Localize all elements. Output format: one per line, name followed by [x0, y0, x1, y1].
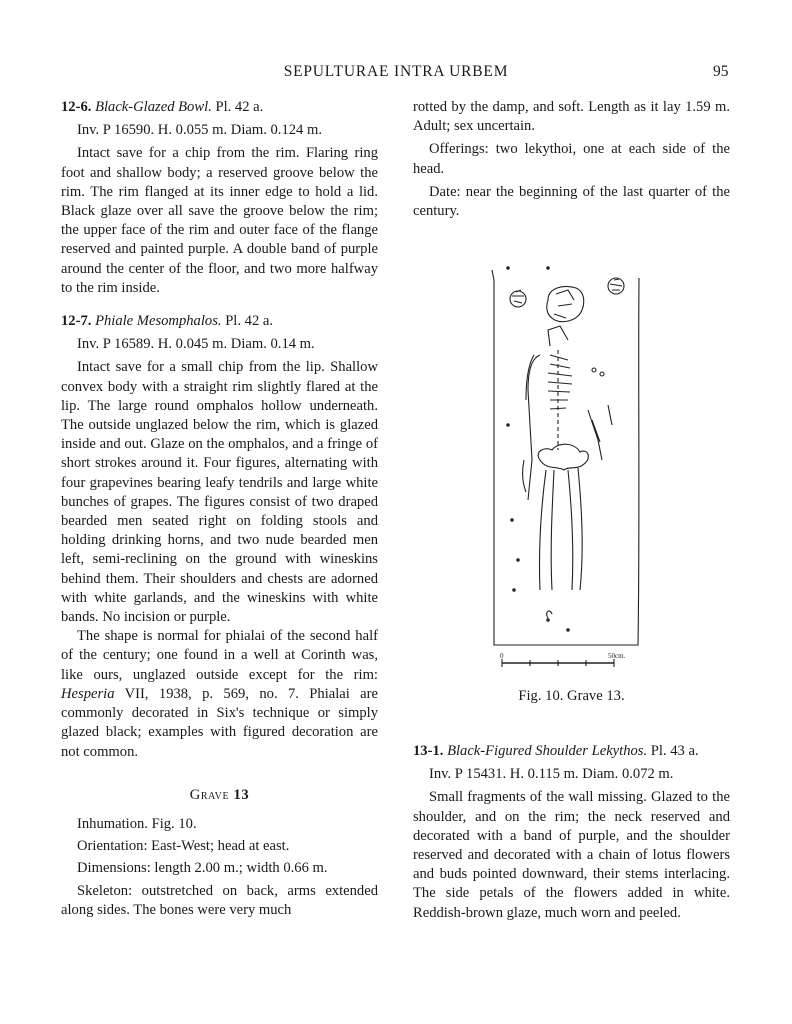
- skeleton-continued: rotted by the damp, and soft. Length as it lay 1.59 m. Adult; sex uncertain.: [413, 99, 730, 135]
- scale-bar: [500, 652, 626, 667]
- comparison-paragraph: [61, 627, 378, 761]
- comparison-text-b: VII, 1938, p. 569, no. 7. Phialai are commonly decorated in Six's technique or simply glazed black; examples with figured decoration are not common.: [61, 685, 378, 760]
- grave-number: 13: [233, 786, 250, 803]
- entry-13-1: [413, 742, 730, 923]
- object-title: Phiale Mesomphalos.: [95, 313, 222, 330]
- object-title: Black-Figured Shoulder Lekythos.: [447, 743, 648, 759]
- comparison-text-a: The shape is normal for phialai of the second half of the century; one found in a well at Corinth was, like ours, unglazed outside except for the rim:: [61, 628, 378, 683]
- lekythos-left: [510, 290, 526, 307]
- skeleton-paragraph: Skeleton: outstretched on back, arms extended along sides. The bones were very much: [61, 882, 378, 918]
- inventory-line: Inv. P 16589. H. 0.045 m. Diam. 0.14 m.: [77, 336, 315, 353]
- scale-unit-label: 50cm.: [608, 652, 626, 660]
- inhumation-line: Inhumation. Fig. 10.: [77, 815, 197, 832]
- entry-heading-13-1: [413, 742, 730, 761]
- plate-ref: Pl. 43 a.: [650, 743, 699, 759]
- entry-heading-12-6: [61, 98, 378, 117]
- grave-heading: [61, 786, 378, 805]
- running-title: SEPULTURAE INTRA URBEM: [283, 63, 509, 80]
- grave-label: Grave: [189, 786, 230, 803]
- journal-reference: Hesperia: [61, 685, 115, 702]
- scale-zero-label: 0: [500, 652, 504, 660]
- catalogue-number: 12-7.: [61, 313, 92, 330]
- object-title: Black-Glazed Bowl.: [95, 99, 212, 115]
- description-paragraph: Intact save for a chip from the rim. Flaring ring foot and shallow body; a reserved groove below the rim. The rim flanged at its inner edge to hold a lid. Black glaze over all save the groove below the rim; the upper face of the rim and outer face of the flange reserved and painted purple. A double band of purple around the center of the floor, and two more halfway to the rim inside.: [61, 145, 378, 296]
- figure-caption: Fig. 10. Grave 13.: [518, 688, 625, 704]
- left-column: [61, 98, 378, 920]
- inventory-line: Inv. P 15431. H. 0.115 m. Diam. 0.072 m.: [429, 766, 674, 783]
- description-paragraph: Small fragments of the wall missing. Glazed to the shoulder, and on the rim; the neck reserved and decorated with a band of purple, and the shoulder reserved and decorated with a chain of lotus flowers and buds pointed downward, their stems interlacing. The side petals of the flowers added in white. Reddish-brown glaze, much worn and peeled.: [413, 789, 730, 921]
- offerings-paragraph: Offerings: two lekythoi, one at each side of the head.: [413, 141, 730, 177]
- plate-ref: Pl. 42 a.: [215, 99, 264, 115]
- description-paragraph: Intact save for a small chip from the lip. Shallow convex body with a straight rim slightly flared at the lip. The large round omphalos hollow underneath. The outside unglazed below the rim, which is glazed inside and out. Glaze on the omphalos, and a fringe of short strokes around it. Four figures, alternating with four grapevines bearing leafy tendrils and large white bunches of grapes. The figures consist of two draped bearded men seated right on folding stools and holding drinking horns, and two nude bearded men left, semi-reclining on the ground with wineskins behind them. Their shoulders and chests are adorned with white garlands, and the wineskins with white bands. No incision or purple.: [61, 359, 378, 626]
- grave-plan-figure: [488, 260, 643, 680]
- right-column: [413, 98, 730, 221]
- inventory-line: Inv. P 16590. H. 0.055 m. Diam. 0.124 m.: [77, 122, 322, 139]
- plate-ref: Pl. 42 a.: [225, 313, 274, 330]
- catalogue-number: 12-6.: [61, 99, 92, 115]
- orientation-line: Orientation: East-West; head at east.: [77, 838, 290, 855]
- page-number: 95: [713, 63, 729, 80]
- lekythos-right: [608, 278, 624, 294]
- date-paragraph: Date: near the beginning of the last quarter of the century.: [413, 183, 730, 220]
- skeleton-drawing: [507, 287, 612, 632]
- dimensions-line: Dimensions: length 2.00 m.; width 0.66 m.: [77, 860, 328, 877]
- entry-heading-12-7: [61, 312, 378, 331]
- catalogue-number: 13-1.: [413, 743, 444, 759]
